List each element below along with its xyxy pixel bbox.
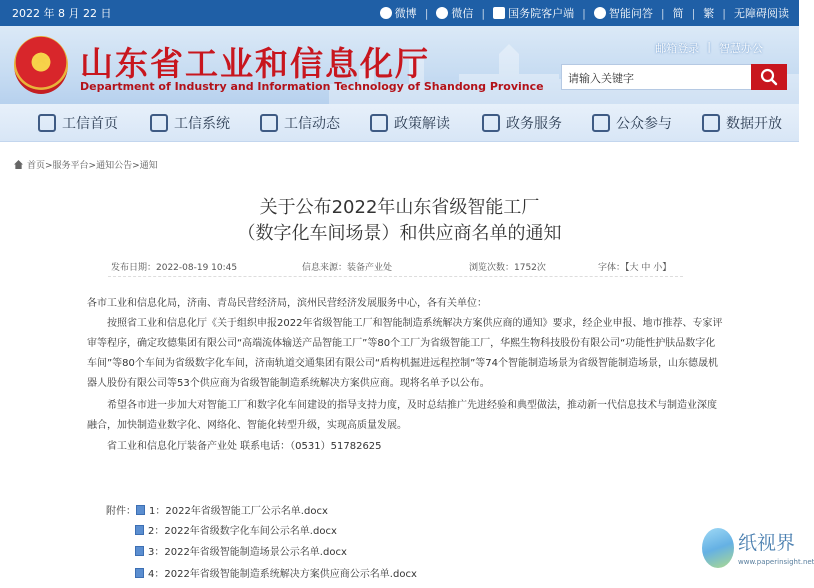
- search-icon: [760, 68, 778, 86]
- view-count: 浏览次数：1752次: [469, 263, 546, 273]
- smart-qa-link[interactable]: 智能问答: [594, 5, 653, 21]
- article-title-line-1: 关于公布2022年山东省级智能工厂: [259, 197, 540, 218]
- article-title-line-2: （数字化车间场景）和供应商名单的通知: [237, 223, 562, 244]
- site-subtitle: Department of Industry and Information Technology of Shandong Province: [80, 80, 544, 93]
- home-icon: [38, 114, 56, 132]
- site-title: 山东省工业和信息化厅: [80, 44, 430, 83]
- building-icon: [150, 114, 168, 132]
- policy-icon: [370, 114, 388, 132]
- divider: |: [481, 6, 486, 20]
- docx-icon: [135, 568, 144, 578]
- watermark-logo-icon: [702, 528, 734, 568]
- paragraph-2: 希望各市进一步加大对智能工厂和数字化车间建设的指导支持力度，及时总结推广先进经验和典型做法，推动新一代信息技术与制造业深度融合，加快制造业数字化、网络化、智能化转型升级，实现高质量发展。: [87, 400, 717, 431]
- data-icon: [702, 114, 720, 132]
- state-council-client-link[interactable]: 国务院客户端: [493, 5, 574, 21]
- current-date: 2022 年 8 月 22 日: [12, 7, 112, 20]
- watermark-text: 纸视界: [738, 532, 796, 554]
- top-utility-bar: [0, 0, 799, 26]
- salutation: 各市工业和信息化局，济南、青岛民营经济局，滨州民营经济发展服务中心，各有关单位：: [87, 298, 487, 309]
- simplified-link[interactable]: 简: [672, 7, 684, 20]
- divider: |: [582, 6, 586, 20]
- attachment-link: 3：2022年省级智能制造场景公示名单.docx: [148, 547, 347, 558]
- watermark-url: www.paperinsight.net: [738, 558, 814, 566]
- attachment-3[interactable]: [135, 543, 347, 558]
- home-icon: [14, 160, 23, 169]
- docx-icon: [135, 546, 144, 556]
- attachment-link: 2：2022年省级数字化车间公示名单.docx: [148, 526, 337, 537]
- book-icon: [592, 114, 610, 132]
- government-icon: [482, 114, 500, 132]
- wechat-link[interactable]: 微信: [436, 5, 473, 21]
- meta-divider: [108, 276, 683, 277]
- utility-links: [380, 5, 789, 21]
- divider: |: [722, 6, 726, 20]
- font-size-control[interactable]: 字体：【大 中 小】: [598, 263, 672, 273]
- publish-date: 发布日期：2022-08-19 10:45: [111, 263, 238, 273]
- smart-office-link[interactable]: 智慧办公: [719, 42, 763, 55]
- search-button[interactable]: [751, 64, 787, 90]
- site-header: [0, 26, 799, 104]
- mail-login-link[interactable]: 邮箱登录: [655, 42, 700, 55]
- wechat-icon: [436, 7, 448, 19]
- nav-services[interactable]: 政务服务: [482, 113, 562, 133]
- traditional-link[interactable]: 繁: [703, 7, 715, 20]
- nav-open-data[interactable]: 数据开放: [702, 113, 782, 133]
- weibo-link[interactable]: 微博: [380, 5, 417, 21]
- docx-icon: [136, 505, 145, 515]
- breadcrumb: [14, 158, 158, 171]
- search-input[interactable]: [568, 69, 748, 87]
- robot-icon: [594, 7, 606, 19]
- watermark: [700, 522, 814, 584]
- main-nav: [0, 104, 799, 142]
- info-source: 信息来源：装备产业处: [302, 263, 393, 273]
- attachment-2[interactable]: [135, 522, 337, 537]
- weibo-icon: [380, 7, 392, 19]
- attachment-link: 1：2022年省级智能工厂公示名单.docx: [149, 506, 328, 517]
- paragraph-1: 按照省工业和信息化厅《关于组织申报2022年省级智能工厂和智能制造系统解决方案供应商的通知》要求，经企业申报、地市推荐、专家评审等程序，确定玫德集团有限公司“高端流体输送产品智能工厂”等80个工厂为省级智能工厂，华熙生物科技股份有限公司“功能性护肤品数字化车间”等80个车间为省级数字化车间，济南轨道交通集团有限公司“盾构机掘进远程控制”等74个智能制造场景为省级智能制造场景，山东德晟机器人股份有限公司等53个供应商为省级智能制造系统解决方案供应商。现将名单予以公布。: [87, 318, 723, 389]
- news-icon: [260, 114, 278, 132]
- search-box: [561, 64, 787, 90]
- app-icon: [493, 7, 505, 19]
- header-links: [655, 40, 763, 56]
- attachment-1[interactable]: [106, 502, 328, 517]
- attachments-label: 附件：: [106, 506, 136, 517]
- divider: |: [707, 40, 711, 53]
- nav-policy[interactable]: 政策解读: [370, 113, 450, 133]
- contact-line: 省工业和信息化厅装备产业处 联系电话：（0531）51782625: [107, 441, 382, 452]
- divider: |: [660, 6, 665, 20]
- nav-home[interactable]: 工信首页: [38, 113, 118, 133]
- national-emblem-icon: [14, 36, 68, 94]
- nav-news[interactable]: 工信动态: [260, 113, 340, 133]
- nav-system[interactable]: 工信系统: [150, 113, 230, 133]
- nav-participation[interactable]: 公众参与: [592, 113, 672, 133]
- divider: |: [691, 6, 696, 20]
- docx-icon: [135, 525, 144, 535]
- attachment-link: 4：2022年省级智能制造系统解决方案供应商公示名单.docx: [148, 569, 417, 580]
- divider: |: [424, 6, 429, 20]
- accessibility-link[interactable]: 无障碍阅读: [734, 7, 789, 20]
- breadcrumb-path[interactable]: 首页>服务平台>通知公告>通知: [27, 161, 158, 171]
- attachment-4[interactable]: [135, 565, 417, 580]
